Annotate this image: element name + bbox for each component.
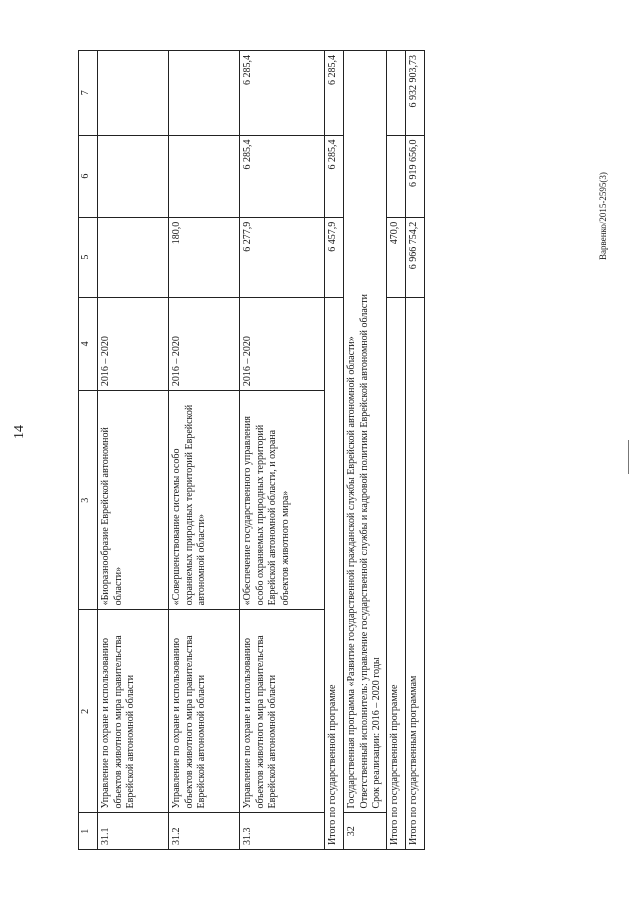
program-number: 32 (344, 813, 387, 850)
page-number: 14 (12, 425, 27, 439)
table-row (240, 51, 325, 850)
table-row (98, 51, 169, 850)
event-cell: «Совершенствование системы особо охраняемых природных территорий Еврейской автономной области» (169, 391, 240, 610)
value-cell: 6 285,4 (240, 135, 325, 217)
column-header: 3 (79, 391, 98, 610)
program-title: Государственная программа «Развитие государственной гражданской службы Еврейской автономной области» (346, 336, 357, 809)
margin-mark (628, 440, 629, 474)
total-value: 6 285,4 (325, 51, 344, 136)
column-header: 6 (79, 135, 98, 217)
value-cell (98, 135, 169, 217)
total-label: Итого по государственной программе (325, 297, 344, 849)
value-cell (98, 51, 169, 136)
value-cell (169, 135, 240, 217)
executor-cell: Управление по охране и использованию объектов животного мира правительства Еврейской автономной области (240, 610, 325, 813)
row-number: 31.2 (169, 813, 240, 850)
event-cell: «Биоразнообразие Еврейской автономной области» (98, 391, 169, 610)
document-code: Варвенко/2015-2595(3) (598, 172, 608, 260)
row-number: 31.3 (240, 813, 325, 850)
total-label: Итого по государственной программе (387, 297, 406, 849)
total-value (387, 135, 406, 217)
table-row (169, 51, 240, 850)
total-value: 6 285,4 (325, 135, 344, 217)
executor-cell: Управление по охране и использованию объектов животного мира правительства Еврейской автономной области (98, 610, 169, 813)
period-cell: 2016 – 2020 (169, 297, 240, 391)
period-cell: 2016 – 2020 (240, 297, 325, 391)
total-row-program-31 (325, 51, 344, 850)
period-cell: 2016 – 2020 (98, 297, 169, 391)
grand-total-value: 6 932 903,73 (406, 51, 425, 136)
program-description (344, 51, 387, 813)
program-executor: Ответственный исполнитель: управление государственной службы и кадровой политики Еврейской автономной области (358, 294, 370, 809)
column-header: 5 (79, 217, 98, 297)
total-row-program-32 (387, 51, 406, 850)
grand-total-value: 6 966 754,2 (406, 217, 425, 297)
executor-cell: Управление по охране и использованию объектов животного мира правительства Еврейской автономной области (169, 610, 240, 813)
column-header: 1 (79, 813, 98, 850)
value-cell (98, 217, 169, 297)
value-cell: 6 277,9 (240, 217, 325, 297)
rotated-table-container (78, 50, 419, 850)
grand-total-row (406, 51, 425, 850)
total-value: 470,0 (387, 217, 406, 297)
total-value (387, 51, 406, 136)
row-number: 31.1 (98, 813, 169, 850)
program-period: Срок реализации: 2016 – 2020 годы (371, 657, 382, 809)
programs-table (78, 50, 425, 850)
value-cell: 6 285,4 (240, 51, 325, 136)
value-cell (169, 51, 240, 136)
grand-total-value: 6 919 656,0 (406, 135, 425, 217)
column-header: 4 (79, 297, 98, 391)
column-header: 7 (79, 51, 98, 136)
column-header: 2 (79, 610, 98, 813)
program-32-row (344, 51, 387, 850)
header-row (79, 51, 98, 850)
total-value: 6 457,9 (325, 217, 344, 297)
value-cell: 180,0 (169, 217, 240, 297)
event-cell: «Обеспечение государственного управления особо охраняемых природных территорий Еврейской автономной области, и охрана объектов животного мира» (240, 391, 325, 610)
grand-total-label: Итого по государственным программам (406, 297, 425, 849)
